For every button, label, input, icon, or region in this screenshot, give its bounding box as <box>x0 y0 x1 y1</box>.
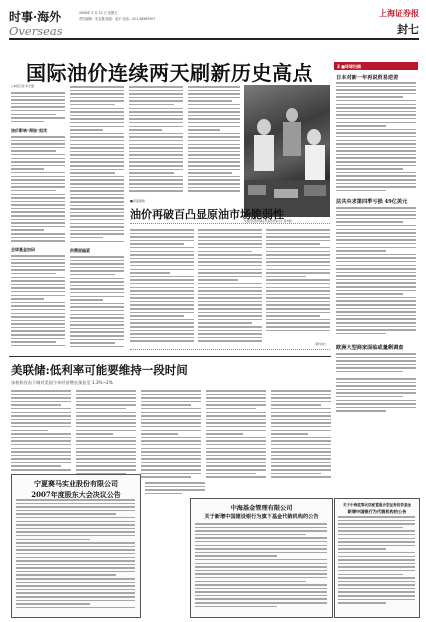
ad-boc-company: 关于中海蓝筹灵活配置混合型证券投资基金 <box>342 503 412 507</box>
ad-zhonghai-company: 中海基金管理有限公司 <box>230 505 293 512</box>
ad-ningxia-saima <box>11 474 141 618</box>
lead-column-2b <box>70 256 124 350</box>
lead-column-1c <box>11 255 65 350</box>
sidebar-headline-1: 日本对新一年再说贸易逆差 <box>336 75 399 81</box>
ad-ningxia-company: 宁夏赛马实业股份有限公司 <box>34 479 118 488</box>
photo-caption: 交易员在纽约商业交易所交易大厅 资料图 <box>244 220 292 223</box>
lead-column-4 <box>188 86 240 196</box>
page-number: 封七 <box>397 23 419 36</box>
sidebar-headline-3: 欧洲大型商家面临或量剩调查 <box>336 345 404 351</box>
fed-headline: 美联储:低利率可能要维持一段时间 <box>11 363 188 377</box>
edit-line: 责任编辑：朱志强 版面：赵平 电话：021-38967007 <box>79 17 156 21</box>
fed-rule <box>9 356 331 357</box>
dateline: 2008年 2 月 22 日 星期五 <box>79 11 118 15</box>
lead-column-1b <box>11 136 65 244</box>
ad-zhonghai-ccb <box>190 498 333 618</box>
sidebar-story-1 <box>336 82 416 194</box>
sidebar-title: 3 ■环球扫描 <box>337 63 361 69</box>
fed-column-4 <box>206 390 266 480</box>
ad-zhonghai-title: 关于新增中国建设银行为旗下基金代销机构的公告 <box>204 514 319 520</box>
ad-boc-body <box>338 516 415 613</box>
masthead-rule <box>9 38 419 40</box>
ad-ningxia-title: 2007年度股东大会决议公告 <box>31 490 121 499</box>
sidebar-header <box>334 62 418 70</box>
masthead <box>9 6 419 40</box>
lead-column-2 <box>70 86 124 246</box>
mid-kicker: ■资深观察 <box>130 199 145 203</box>
mid-column-2 <box>198 229 262 347</box>
ad-zhonghai-boc <box>334 498 420 618</box>
lead-byline: ○本报记者 朱志强 <box>11 84 34 88</box>
lead-headline: 国际油价连续两天刷新历史高点 <box>26 61 313 85</box>
subhead-stagflation: 油价影响"滞胀"担忧 <box>11 128 48 133</box>
lead-column-3 <box>129 86 183 196</box>
fed-column-2 <box>76 390 136 480</box>
section-english: Overseas <box>9 24 63 38</box>
sidebar <box>334 62 418 376</box>
subhead-funds: 全球基金加码 <box>11 247 35 252</box>
ad-boc-title: 新增中国银行为代销机构的公告 <box>347 509 407 514</box>
mid-headline: 油价再破百凸显原油市场脆弱性 <box>130 208 284 221</box>
sidebar-story-3 <box>336 353 416 375</box>
lead-column-1 <box>11 92 65 126</box>
subhead-supply: 供需面偏紧 <box>70 248 90 253</box>
ad-zhonghai-body <box>195 523 327 613</box>
fed-column-3 <box>141 390 201 480</box>
sidebar-story-2 <box>336 207 416 339</box>
mid-column-3 <box>266 229 330 339</box>
mid-box <box>130 223 330 350</box>
fed-column-1 <box>11 390 71 474</box>
sidebar-story-3b <box>336 378 416 414</box>
fed-column-5 <box>271 390 331 480</box>
paper-name: 上海证券报 <box>379 8 419 18</box>
photo-figures <box>244 85 330 217</box>
sidebar-headline-2: 法共央求第四季亏损 49亿美元 <box>336 199 408 205</box>
ad-ningxia-body <box>16 499 135 613</box>
section-title: 时事·海外 <box>9 10 62 24</box>
trading-floor-photo <box>244 85 330 217</box>
fed-column-1b <box>145 482 205 498</box>
mid-footer: （新华社） <box>312 342 328 346</box>
mid-column-1 <box>130 229 194 347</box>
fed-subline: 该机构宣布下调对美国今年经济增长预估至 1.3%~2% <box>11 380 113 385</box>
